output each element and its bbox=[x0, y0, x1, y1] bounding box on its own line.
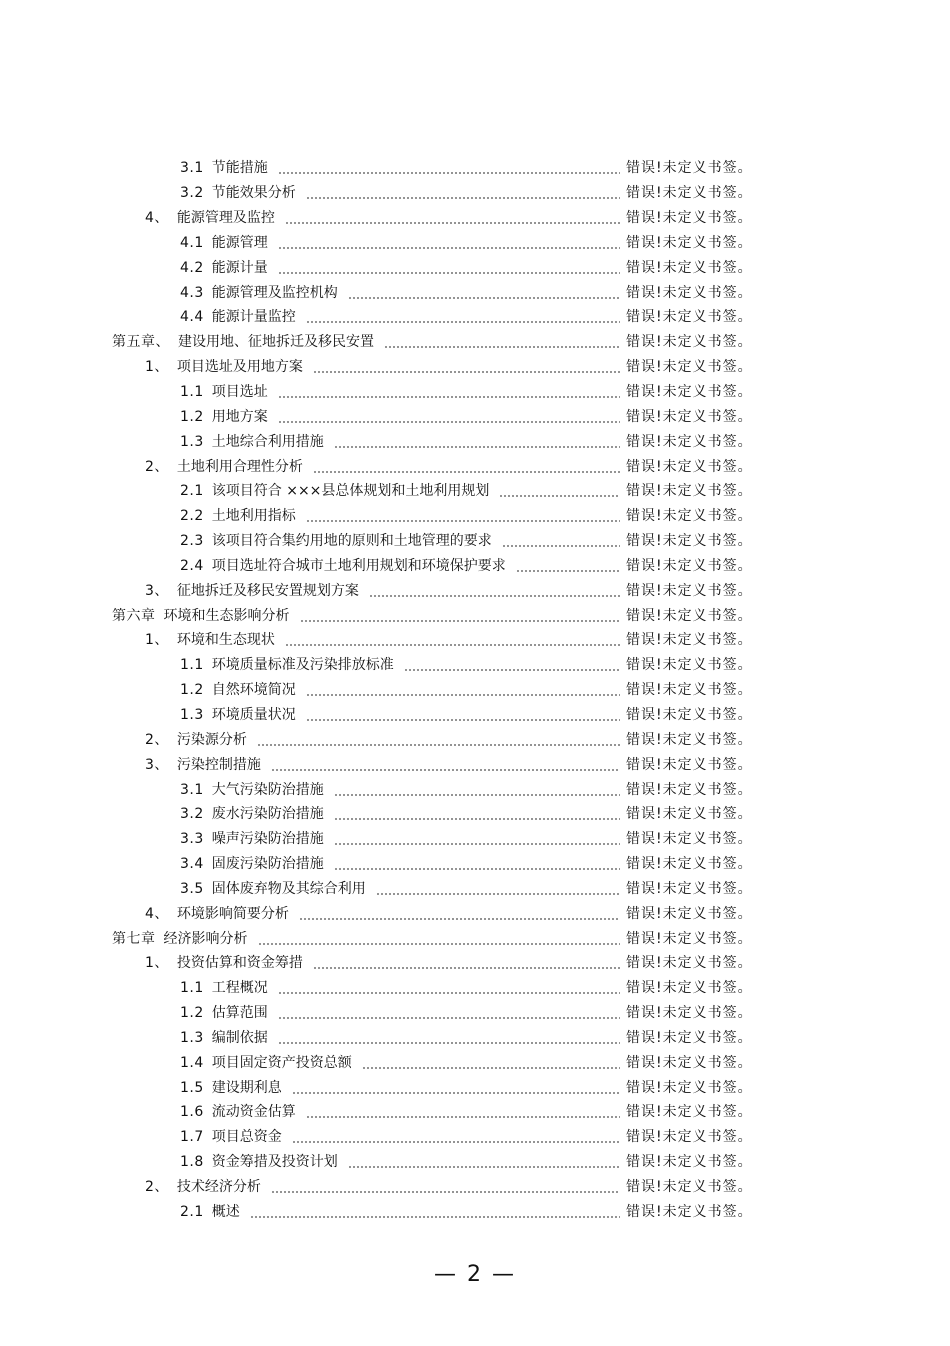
toc-entry-title: 环境和生态影响分析 bbox=[163, 607, 290, 624]
dot-leader bbox=[299, 918, 620, 920]
toc-entry[interactable] bbox=[0, 1100, 950, 1125]
dot-leader bbox=[313, 471, 620, 473]
dot-leader bbox=[250, 1216, 620, 1218]
toc-entry-page-ref: 错误!未定义书签。 bbox=[626, 682, 753, 699]
toc-entry-page-ref: 错误!未定义书签。 bbox=[626, 1129, 753, 1146]
dot-leader bbox=[334, 446, 620, 448]
toc-entry-number: 1.3 bbox=[180, 1029, 204, 1046]
dot-leader bbox=[334, 843, 620, 845]
dot-leader bbox=[404, 669, 620, 671]
toc-entry-number: 4、 bbox=[145, 905, 169, 922]
dot-leader bbox=[516, 570, 620, 572]
dot-leader bbox=[278, 1017, 620, 1019]
toc-entry-page-ref: 错误!未定义书签。 bbox=[626, 607, 753, 624]
toc-entry[interactable] bbox=[0, 951, 950, 976]
toc-entry-page-ref: 错误!未定义书签。 bbox=[626, 831, 753, 848]
toc-entry-number: 1.8 bbox=[180, 1154, 204, 1171]
toc-entry-number: 1.2 bbox=[180, 1005, 204, 1022]
toc-entry-title: 废水污染防治措施 bbox=[211, 806, 324, 823]
toc-entry-page-ref: 错误!未定义书签。 bbox=[626, 284, 753, 301]
toc-entry-number: 3.5 bbox=[180, 880, 204, 897]
toc-entry[interactable] bbox=[0, 380, 950, 405]
toc-entry-number: 1.2 bbox=[180, 682, 204, 699]
toc-entry[interactable] bbox=[0, 926, 950, 951]
toc-entry-page-ref: 错误!未定义书签。 bbox=[626, 781, 753, 798]
toc-entry-title: 概述 bbox=[211, 1203, 240, 1220]
toc-entry-title: 土地利用指标 bbox=[211, 508, 296, 525]
toc-entry[interactable] bbox=[0, 454, 950, 479]
toc-entry-page-ref: 错误!未定义书签。 bbox=[626, 533, 753, 550]
toc-entry-number: 2、 bbox=[145, 1179, 169, 1196]
toc-entry-page-ref: 错误!未定义书签。 bbox=[626, 433, 753, 450]
toc-entry[interactable] bbox=[0, 206, 950, 231]
toc-entry-title: 土地利用合理性分析 bbox=[176, 458, 303, 475]
toc-entry-title: 节能效果分析 bbox=[211, 185, 296, 202]
toc-entry-title: 技术经济分析 bbox=[176, 1179, 261, 1196]
toc-entry-page-ref: 错误!未定义书签。 bbox=[626, 1005, 753, 1022]
toc-entry[interactable] bbox=[0, 504, 950, 529]
dot-leader bbox=[278, 247, 620, 249]
toc-entry-title: 建设期利息 bbox=[211, 1079, 282, 1096]
toc-entry-title: 能源计量 bbox=[211, 259, 268, 276]
toc-entry-number: 3、 bbox=[145, 756, 169, 773]
toc-entry[interactable] bbox=[0, 1199, 950, 1224]
toc-entry-title: 项目固定资产投资总额 bbox=[211, 1054, 352, 1071]
toc-entry[interactable] bbox=[0, 727, 950, 752]
toc-entry-title: 征地拆迁及移民安置规划方案 bbox=[176, 582, 359, 599]
toc-entry-number: 1.7 bbox=[180, 1129, 204, 1146]
toc-entry-page-ref: 错误!未定义书签。 bbox=[626, 930, 753, 947]
toc-entry-number: 1.1 bbox=[180, 980, 204, 997]
dot-leader bbox=[292, 1141, 620, 1143]
toc-entry-number: 1.4 bbox=[180, 1054, 204, 1071]
table-of-contents bbox=[0, 156, 950, 1224]
dot-leader bbox=[362, 1067, 620, 1069]
toc-entry[interactable] bbox=[0, 752, 950, 777]
toc-entry-title: 项目选址符合城市土地利用规划和环境保护要求 bbox=[211, 557, 506, 574]
dot-leader bbox=[334, 818, 620, 820]
toc-entry-title: 污染控制措施 bbox=[176, 756, 261, 773]
toc-entry-title: 流动资金估算 bbox=[211, 1104, 296, 1121]
toc-entry[interactable] bbox=[0, 976, 950, 1001]
toc-entry[interactable] bbox=[0, 429, 950, 454]
toc-entry-title: 资金筹措及投资计划 bbox=[211, 1154, 338, 1171]
toc-entry[interactable] bbox=[0, 1050, 950, 1075]
toc-entry-page-ref: 错误!未定义书签。 bbox=[626, 880, 753, 897]
toc-entry-title: 建设用地、征地拆迁及移民安置 bbox=[178, 334, 374, 351]
toc-entry-page-ref: 错误!未定义书签。 bbox=[626, 1179, 753, 1196]
toc-entry-number: 3.1 bbox=[180, 160, 204, 177]
toc-entry-title: 环境质量标准及污染排放标准 bbox=[211, 657, 394, 674]
toc-entry-number: 1、 bbox=[145, 632, 169, 649]
toc-entry-page-ref: 错误!未定义书签。 bbox=[626, 806, 753, 823]
toc-entry-title: 该项目符合 ×××县总体规划和土地利用规划 bbox=[211, 483, 490, 500]
toc-entry-number: 1.2 bbox=[180, 408, 204, 425]
toc-entry-page-ref: 错误!未定义书签。 bbox=[626, 483, 753, 500]
toc-entry-title: 土地综合利用措施 bbox=[211, 433, 324, 450]
toc-entry-title: 能源管理 bbox=[211, 234, 268, 251]
dot-leader bbox=[334, 868, 620, 870]
toc-entry-page-ref: 错误!未定义书签。 bbox=[626, 657, 753, 674]
toc-entry[interactable] bbox=[0, 479, 950, 504]
dot-leader bbox=[278, 272, 620, 274]
toc-entry-page-ref: 错误!未定义书签。 bbox=[626, 905, 753, 922]
dot-leader bbox=[313, 371, 620, 373]
toc-entry-number: 3.2 bbox=[180, 185, 204, 202]
dot-leader bbox=[285, 644, 620, 646]
dot-leader bbox=[306, 197, 620, 199]
toc-entry-page-ref: 错误!未定义书签。 bbox=[626, 408, 753, 425]
toc-entry-number: 3.1 bbox=[180, 781, 204, 798]
toc-entry-title: 项目总资金 bbox=[211, 1129, 282, 1146]
toc-entry[interactable] bbox=[0, 876, 950, 901]
toc-entry-number: 1.3 bbox=[180, 433, 204, 450]
toc-entry[interactable] bbox=[0, 653, 950, 678]
toc-entry-number: 4.4 bbox=[180, 309, 204, 326]
toc-entry-number: 2、 bbox=[145, 458, 169, 475]
dot-leader bbox=[278, 1042, 620, 1044]
dot-leader bbox=[306, 719, 620, 721]
toc-entry-number: 1.5 bbox=[180, 1079, 204, 1096]
toc-entry-number: 2.3 bbox=[180, 533, 204, 550]
toc-entry-title: 环境质量状况 bbox=[211, 706, 296, 723]
toc-entry-page-ref: 错误!未定义书签。 bbox=[626, 632, 753, 649]
toc-entry-number: 第六章 bbox=[112, 607, 156, 624]
toc-entry-title: 污染源分析 bbox=[176, 731, 247, 748]
toc-entry-page-ref: 错误!未定义书签。 bbox=[626, 731, 753, 748]
toc-entry-title: 噪声污染防治措施 bbox=[211, 831, 324, 848]
toc-entry-page-ref: 错误!未定义书签。 bbox=[626, 234, 753, 251]
toc-entry[interactable] bbox=[0, 852, 950, 877]
toc-entry-page-ref: 错误!未定义书签。 bbox=[626, 1154, 753, 1171]
dot-leader bbox=[306, 694, 620, 696]
dot-leader bbox=[278, 396, 620, 398]
toc-entry-title: 环境影响简要分析 bbox=[176, 905, 289, 922]
toc-entry-page-ref: 错误!未定义书签。 bbox=[626, 1104, 753, 1121]
toc-entry[interactable] bbox=[0, 628, 950, 653]
toc-entry[interactable] bbox=[0, 802, 950, 827]
toc-entry-page-ref: 错误!未定义书签。 bbox=[626, 309, 753, 326]
dot-leader bbox=[271, 1191, 620, 1193]
toc-entry-number: 4、 bbox=[145, 210, 169, 227]
toc-entry-title: 项目选址 bbox=[211, 384, 268, 401]
toc-entry-title: 自然环境简况 bbox=[211, 682, 296, 699]
toc-entry-title: 用地方案 bbox=[211, 408, 268, 425]
toc-entry-page-ref: 错误!未定义书签。 bbox=[626, 160, 753, 177]
dot-leader bbox=[384, 346, 620, 348]
dot-leader bbox=[376, 893, 620, 895]
toc-entry[interactable] bbox=[0, 554, 950, 579]
toc-entry-title: 固体废弃物及其综合利用 bbox=[211, 880, 366, 897]
toc-entry-title: 能源管理及监控 bbox=[176, 210, 275, 227]
toc-entry-number: 2.1 bbox=[180, 1203, 204, 1220]
toc-entry-page-ref: 错误!未定义书签。 bbox=[626, 756, 753, 773]
toc-entry-page-ref: 错误!未定义书签。 bbox=[626, 1029, 753, 1046]
toc-entry-title: 能源管理及监控机构 bbox=[211, 284, 338, 301]
toc-entry-title: 编制依据 bbox=[211, 1029, 268, 1046]
toc-entry-page-ref: 错误!未定义书签。 bbox=[626, 557, 753, 574]
toc-entry-number: 2.2 bbox=[180, 508, 204, 525]
dot-leader bbox=[257, 744, 620, 746]
toc-entry-number: 1.3 bbox=[180, 706, 204, 723]
dot-leader bbox=[300, 620, 621, 622]
dot-leader bbox=[285, 222, 620, 224]
toc-entry-page-ref: 错误!未定义书签。 bbox=[626, 185, 753, 202]
toc-entry-page-ref: 错误!未定义书签。 bbox=[626, 1203, 753, 1220]
toc-entry-number: 1.6 bbox=[180, 1104, 204, 1121]
toc-entry[interactable] bbox=[0, 355, 950, 380]
toc-entry-number: 4.1 bbox=[180, 234, 204, 251]
toc-entry-number: 1、 bbox=[145, 955, 169, 972]
toc-entry[interactable] bbox=[0, 305, 950, 330]
toc-entry-title: 经济影响分析 bbox=[163, 930, 248, 947]
toc-entry[interactable] bbox=[0, 678, 950, 703]
toc-entry[interactable] bbox=[0, 703, 950, 728]
toc-entry-number: 第七章 bbox=[112, 930, 156, 947]
toc-entry[interactable] bbox=[0, 1125, 950, 1150]
toc-entry-number: 2、 bbox=[145, 731, 169, 748]
toc-entry-title: 固废污染防治措施 bbox=[211, 856, 324, 873]
toc-entry-page-ref: 错误!未定义书签。 bbox=[626, 1079, 753, 1096]
dot-leader bbox=[313, 967, 620, 969]
toc-entry[interactable] bbox=[0, 827, 950, 852]
toc-entry-page-ref: 错误!未定义书签。 bbox=[626, 359, 753, 376]
dot-leader bbox=[348, 297, 620, 299]
toc-entry-title: 能源计量监控 bbox=[211, 309, 296, 326]
toc-entry-page-ref: 错误!未定义书签。 bbox=[626, 259, 753, 276]
dot-leader bbox=[278, 992, 620, 994]
toc-entry-number: 4.2 bbox=[180, 259, 204, 276]
toc-entry-title: 环境和生态现状 bbox=[176, 632, 275, 649]
toc-entry-page-ref: 错误!未定义书签。 bbox=[626, 955, 753, 972]
toc-entry-number: 1、 bbox=[145, 359, 169, 376]
toc-entry[interactable] bbox=[0, 231, 950, 256]
dot-leader bbox=[348, 1166, 620, 1168]
toc-entry[interactable] bbox=[0, 280, 950, 305]
toc-entry[interactable] bbox=[0, 1026, 950, 1051]
dot-leader bbox=[278, 421, 620, 423]
dot-leader bbox=[258, 943, 621, 945]
dot-leader bbox=[271, 769, 620, 771]
dot-leader bbox=[306, 321, 620, 323]
toc-entry[interactable] bbox=[0, 1175, 950, 1200]
toc-entry-page-ref: 错误!未定义书签。 bbox=[626, 384, 753, 401]
toc-entry-page-ref: 错误!未定义书签。 bbox=[626, 210, 753, 227]
toc-entry-number: 2.4 bbox=[180, 557, 204, 574]
toc-entry[interactable] bbox=[0, 777, 950, 802]
toc-entry[interactable] bbox=[0, 156, 950, 181]
toc-entry-title: 节能措施 bbox=[211, 160, 268, 177]
dot-leader bbox=[292, 1092, 620, 1094]
toc-entry-page-ref: 错误!未定义书签。 bbox=[626, 458, 753, 475]
toc-entry-number: 4.3 bbox=[180, 284, 204, 301]
page-number: — 2 — bbox=[434, 1262, 516, 1287]
toc-entry-number: 3、 bbox=[145, 582, 169, 599]
toc-entry-page-ref: 错误!未定义书签。 bbox=[626, 334, 753, 351]
toc-entry-number: 3.4 bbox=[180, 856, 204, 873]
toc-entry[interactable] bbox=[0, 181, 950, 206]
toc-entry[interactable] bbox=[0, 901, 950, 926]
toc-entry[interactable] bbox=[0, 255, 950, 280]
dot-leader bbox=[278, 172, 620, 174]
toc-entry-title: 投资估算和资金筹措 bbox=[176, 955, 303, 972]
dot-leader bbox=[369, 595, 620, 597]
toc-entry[interactable] bbox=[0, 1150, 950, 1175]
dot-leader bbox=[306, 1116, 620, 1118]
toc-entry[interactable] bbox=[0, 1001, 950, 1026]
toc-entry-number: 第五章、 bbox=[112, 334, 170, 351]
toc-entry-title: 项目选址及用地方案 bbox=[176, 359, 303, 376]
toc-entry-page-ref: 错误!未定义书签。 bbox=[626, 980, 753, 997]
toc-entry-title: 该项目符合集约用地的原则和土地管理的要求 bbox=[211, 533, 492, 550]
toc-entry-page-ref: 错误!未定义书签。 bbox=[626, 706, 753, 723]
toc-entry-number: 3.2 bbox=[180, 806, 204, 823]
dot-leader bbox=[334, 794, 620, 796]
toc-entry[interactable] bbox=[0, 404, 950, 429]
toc-entry[interactable] bbox=[0, 578, 950, 603]
toc-entry[interactable] bbox=[0, 330, 950, 355]
toc-entry-title: 估算范围 bbox=[211, 1005, 268, 1022]
toc-entry-number: 3.3 bbox=[180, 831, 204, 848]
toc-entry-page-ref: 错误!未定义书签。 bbox=[626, 856, 753, 873]
toc-entry-page-ref: 错误!未定义书签。 bbox=[626, 1054, 753, 1071]
dot-leader bbox=[499, 495, 620, 497]
dot-leader bbox=[306, 520, 620, 522]
toc-entry[interactable] bbox=[0, 529, 950, 554]
toc-entry-title: 工程概况 bbox=[211, 980, 268, 997]
toc-entry-title: 大气污染防治措施 bbox=[211, 781, 324, 798]
toc-entry-page-ref: 错误!未定义书签。 bbox=[626, 582, 753, 599]
toc-entry-number: 1.1 bbox=[180, 384, 204, 401]
toc-entry[interactable] bbox=[0, 603, 950, 628]
toc-entry-number: 1.1 bbox=[180, 657, 204, 674]
dot-leader bbox=[502, 545, 620, 547]
toc-entry-number: 2.1 bbox=[180, 483, 204, 500]
toc-entry[interactable] bbox=[0, 1075, 950, 1100]
toc-entry-page-ref: 错误!未定义书签。 bbox=[626, 508, 753, 525]
